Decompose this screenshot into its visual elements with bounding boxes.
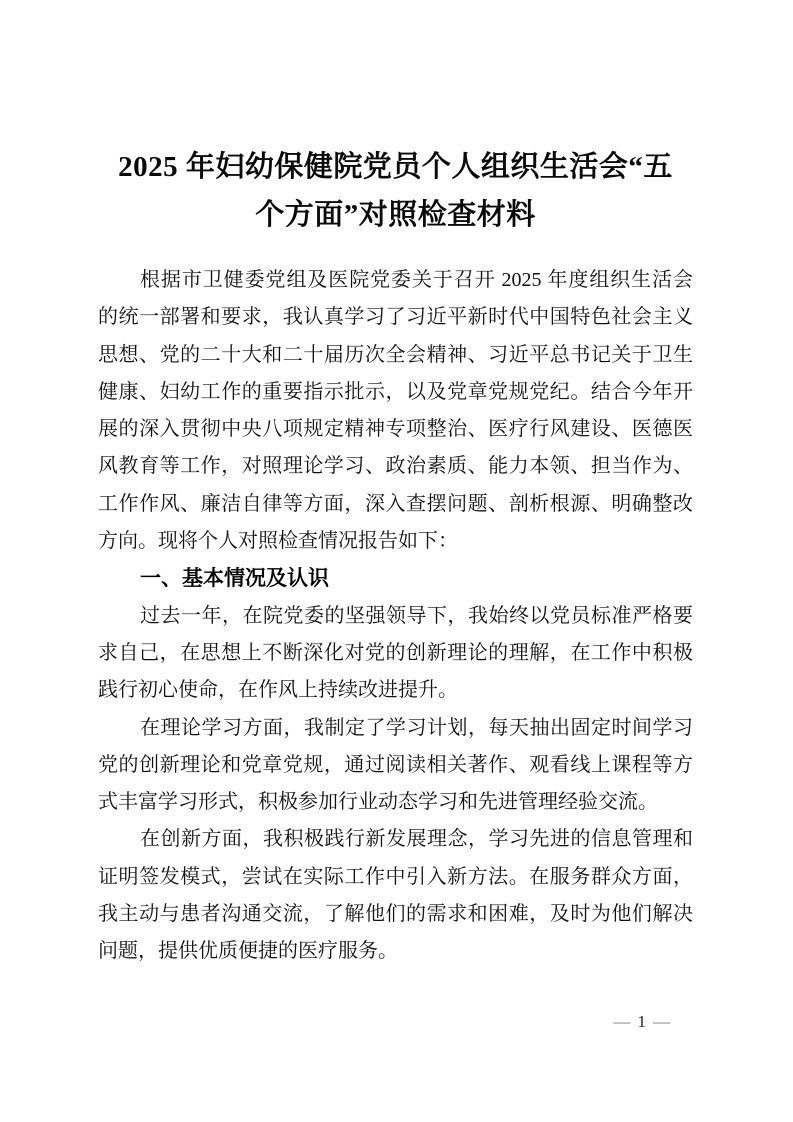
- text-line: 证明签发模式，尝试在实际工作中引入新方法。在服务群众方面，: [98, 865, 693, 888]
- text-line: 根据市卫健委党组及医院党委关于召开 2025 年度组织生活会: [140, 269, 693, 291]
- document-title-line-2: 个方面”对照检查材料: [255, 199, 536, 231]
- text-line: 过去一年，在院党委的坚强领导下，我始终以党员标准严格要: [140, 604, 693, 627]
- paragraph-innovation-service: [98, 821, 693, 970]
- page-number-value: 1: [637, 1012, 647, 1031]
- document-title-line-1: 2025 年妇幼保健院党员个人组织生活会“五: [118, 151, 673, 183]
- text-line: 式丰富学习形式，积极参加行业动态学习和先进管理经验交流。: [98, 791, 658, 814]
- paragraph-intro: [98, 262, 693, 560]
- section-heading-1: 一、基本情况及认识: [140, 567, 329, 591]
- paragraph-overview: [98, 598, 693, 710]
- text-line: 思想、党的二十大和二十届历次全会精神、习近平总书记关于卫生: [98, 343, 693, 366]
- text-line: 我主动与患者沟通交流，了解他们的需求和困难，及时为他们解决: [98, 903, 693, 926]
- text-line: 的统一部署和要求，我认真学习了习近平新时代中国特色社会主义: [98, 306, 693, 329]
- text-line: 工作作风、廉洁自律等方面，深入查摆问题、剖析根源、明确整改: [98, 492, 693, 515]
- text-line: 党的创新理论和党章党规，通过阅读相关著作、观看线上课程等方: [98, 753, 693, 776]
- document-title: [98, 143, 693, 239]
- text-line: 在理论学习方面，我制定了学习计划，每天抽出固定时间学习: [140, 716, 693, 739]
- text-line: 健康、妇幼工作的重要指示批示，以及党章党规党纪。结合今年开: [98, 380, 693, 403]
- document-content: [98, 143, 693, 971]
- paragraph-theory-study: [98, 710, 693, 822]
- text-line: 问题，提供优质便捷的医疗服务。: [98, 940, 398, 963]
- text-line: 在创新方面，我积极践行新发展理念，学习先进的信息管理和: [140, 828, 693, 851]
- document-body: [98, 262, 693, 971]
- text-line: 求自己，在思想上不断深化对党的创新理论的理解，在工作中积极: [98, 641, 693, 664]
- text-line: 展的深入贯彻中央八项规定精神专项整治、医疗行风建设、医德医: [98, 418, 693, 441]
- page-number-dash-left: —: [613, 1012, 632, 1031]
- text-line: 方向。现将个人对照检查情况报告如下：: [98, 530, 458, 553]
- text-line: 风教育等工作，对照理论学习、政治素质、能力本领、担当作为、: [98, 455, 693, 478]
- page-number: [608, 1012, 678, 1032]
- page-number-dash-right: —: [653, 1012, 671, 1031]
- text-line: 践行初心使命，在作风上持续改进提升。: [98, 679, 458, 702]
